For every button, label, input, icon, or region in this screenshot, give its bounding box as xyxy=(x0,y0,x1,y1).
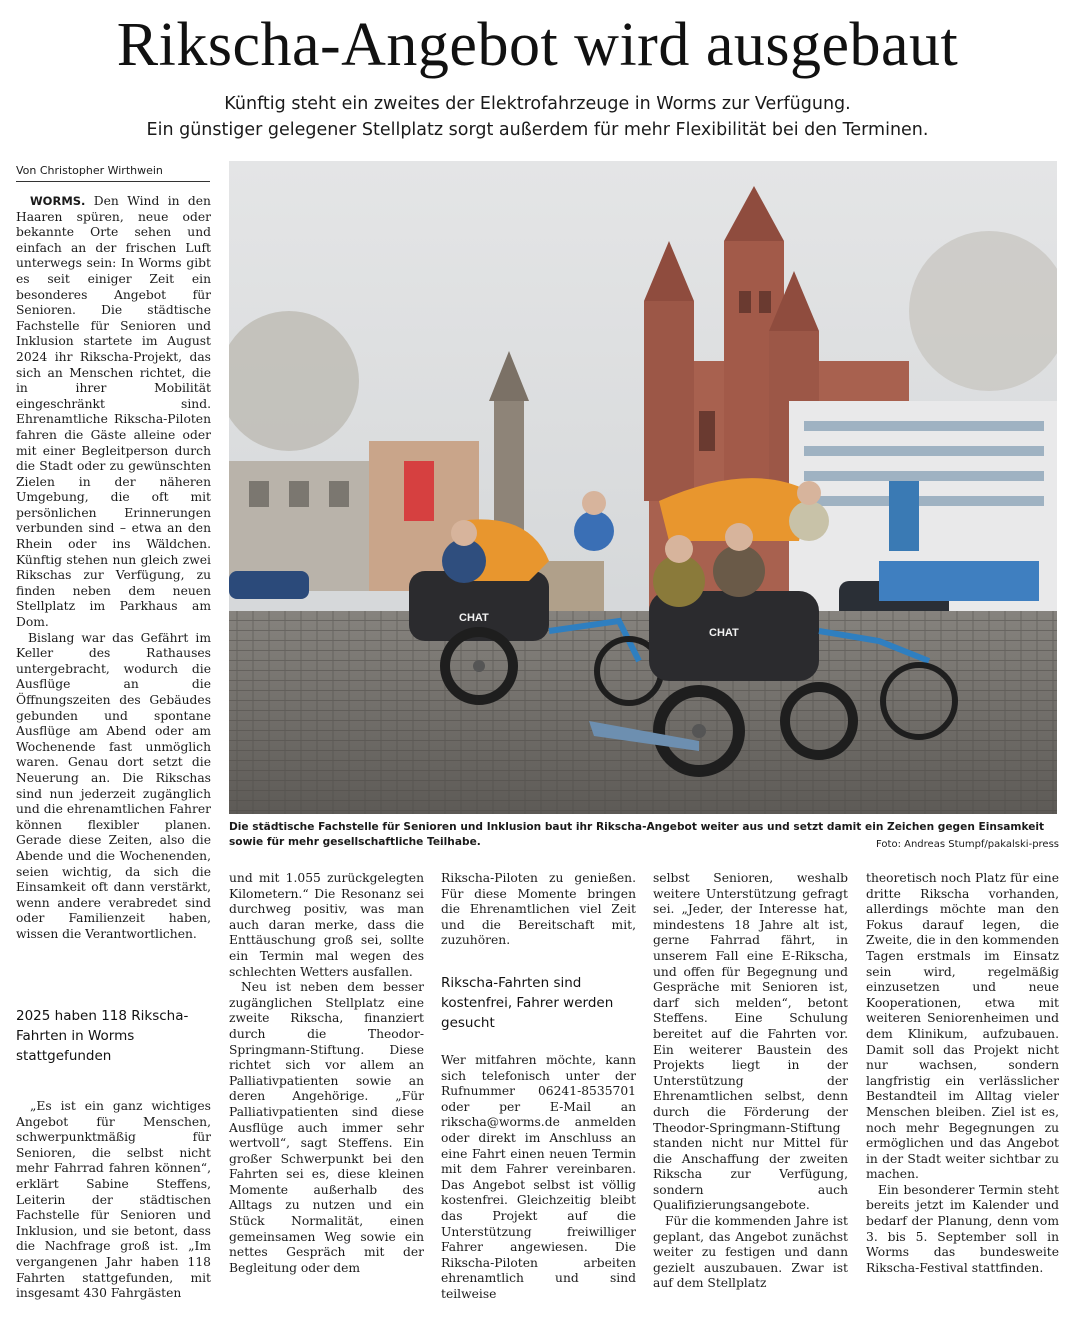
paragraph: „Es ist ein ganz wichtiges Angebot für Menschen, schwerpunktmäßig für Senioren, die selbst nicht mehr Fahrrad fahren können“, erklärt Sabine Steffens, Leiterin der städtischen Fachstelle für Senioren und Inklusion, und sie betont, dass die Nachfrage groß ist. „Im vergangenen Jahr haben 118 Fahrten stattgefunden, mit insgesamt 430 Fahrgästen xyxy=(16,1099,211,1301)
subheading-1: 2025 haben 118 Rikscha-Fahrten in Worms stattgefunden xyxy=(16,1008,189,1064)
column-3 xyxy=(441,871,636,949)
column-1 xyxy=(16,194,211,943)
photo-caption: Die städtische Fachstelle für Senioren und Inklusion baut ihr Rikscha-Angebot weiter aus und setzt damit ein Zeichen gegen Einsamkeit sowie für mehr gesellschaftliche Teilhabe. xyxy=(229,821,1045,848)
column-2 xyxy=(229,871,424,1276)
paragraph: und mit 1.055 zurückgelegten Kilometern.“ Die Resonanz sei durchweg positiv, was man auch daran merke, dass die Enttäuschung groß sei, sollte ein Termin mal wegen des schlechten Wetters ausfallen. xyxy=(229,871,424,979)
headline: Rikscha-Angebot wird ausgebaut xyxy=(116,11,959,79)
paragraph-intro-text: Den Wind in den Haaren spüren, neue oder bekannte Orte sehen und einfach an der frischen Luft unterwegs sein: In Worms gibt es seit einiger Zeit ein besonderes Angebot für Senioren. Die städtische Fachstelle für Senioren und Inklusion startete im August 2024 ihr Rikscha-Projekt, das sich an Menschen richtet, die in ihrer Mobilität eingeschränkt sind. Ehrenamtliche Rikscha-Piloten fahren die Gäste alleine oder mit einer Begleitperson durch die Stadt oder zu gewünschten Zielen in der näheren Umgebung, die oft mit persönlichen Erinnerungen verbunden sind – etwa an den Rhein oder ins Wäldchen. Künftig stehen nun gleich zwei Rikschas zur Verfügung, zu finden neben dem neuen Stellplatz im Parkhaus am Dom. xyxy=(16,194,211,630)
paragraph-intro xyxy=(16,194,211,631)
subheading-2: Rikscha-Fahrten sind kostenfrei, Fahrer werden gesucht xyxy=(441,975,614,1031)
paragraph: Bislang war das Gefährt im Keller des Rathauses untergebracht, wodurch die Ausflüge an die Öffnungszeiten des Gebäudes gebunden und spontane Ausflüge am Abend oder am Wochenende fast unmöglich waren. Genau dort setzt die Neuerung an. Die Rikschas sind nun jederzeit zugänglich und die ehrenamtlichen Fahrer können flexibler planen. Gerade diese Zeiten, also die Abende und die Wochenenden, seien wichtig, da sich die Einsamkeit oft dann verstärkt, wenn andere verabredet sind oder Familienzeit haben, wissen die Verantwortlichen. xyxy=(16,630,211,941)
paragraph: Für die kommenden Jahre ist geplant, das Angebot zunächst weiter zu festigen und dann gezielt auszubauen. Zwar ist auf dem Stellplatz xyxy=(653,1214,848,1291)
paragraph: Wer mitfahren möchte, kann sich telefonisch unter der Rufnummer 06241-8535701 oder per E-Mail an rikscha@worms.de anmelden oder direkt im Anschluss an eine Fahrt einen neuen Termin mit dem Fahrer vereinbaren. Das Angebot selbst ist völlig kostenfrei. Gleichzeitig bleibt das Projekt auf die Unterstützung freiwilliger Fahrer angewiesen. Die Rikscha-Piloten arbeiten ehrenamtlich und sind teilweise xyxy=(441,1053,636,1301)
photo-credit: Foto: Andreas Stumpf/pakalski-press xyxy=(876,839,1059,850)
paragraph: Neu ist neben dem besser zugänglichen Stellplatz eine zweite Rikscha, finanziert durch die Theodor-Springmann-Stiftung. Diese richtet sich vor allem an Palliativpatienten sowie an deren Angehörige. „Für Palliativpatienten sind diese Ausflüge auch immer sehr wertvoll“, sagt Steffens. Ein großer Schwerpunkt bei den Fahrten sei es, diese kleinen Momente außerhalb des Alltags zu nutzen und ein Stück Normalität, einen gemeinsamen Weg sowie ein nettes Gespräch mit der Begleitung oder dem xyxy=(229,980,424,1275)
subline-1: Künftig steht ein zweites der Elektrofahrzeuge in Worms zur Verfügung. xyxy=(224,94,851,114)
paragraph: theoretisch noch Platz für eine dritte Rikscha vorhanden, allerdings möchte man den Fokus darauf legen, die Zweite, die in den kommenden Tagen erstmals im Einsatz sein wird, regelmäßig einzusetzen und neue Kooperationen, etwa mit weiteren Seniorenheimen und dem Klinikum, aufzubauen. Damit soll das Projekt nicht nur wachsen, sondern langfristig ein verlässlicher Bestandteil im Alltag vieler Menschen bleiben. Ziel ist es, noch mehr Begegnungen zu ermöglichen und das Angebot in der Stadt weiter sichtbar zu machen. xyxy=(866,871,1059,1182)
rikscha-label-1: CHAT xyxy=(459,612,489,624)
paragraph: Ein besonderer Termin steht bereits jetzt im Kalender und bedarf der Planung, denn vom 3. bis 5. September soll in Worms das bundesweite Rikscha-Festival stattfinden. xyxy=(866,1182,1059,1275)
column-4 xyxy=(653,871,848,1292)
column-3-continued xyxy=(441,1053,636,1303)
subline-2: Ein günstiger gelegener Stellplatz sorgt außerdem für mehr Flexibilität bei den Terminen. xyxy=(146,120,929,140)
rikscha-label-2: CHAT xyxy=(709,627,739,639)
paragraph: Rikscha-Piloten zu genießen. Für diese Momente bringen die Ehrenamtlichen viel Zeit und die Bereitschaft mit, zuzuhören. xyxy=(441,871,636,948)
column-5 xyxy=(866,871,1059,1276)
paragraph: selbst Senioren, weshalb weitere Unterstützung gefragt sei. „Jeder, der Interesse hat, mindestens 18 Jahre alt ist, gerne Fahrrad fährt, in unserem Fall eine E-Rikscha, und offen für Begegnung und Gespräche mit Senioren ist, darf sich melden“, betont Steffens. Eine Schulung bereitet auf die Fahrten vor. Ein weiterer Baustein des Projekts liegt in der Unterstützung der Ehrenamtlichen selbst, denn durch die Förderung der Theodor-Springmann-Stiftung standen nicht nur Mittel für die Anschaffung der zweiten Rikscha zur Verfügung, sondern auch Qualifizierungsangebote. xyxy=(653,871,848,1213)
column-1-continued xyxy=(16,1099,211,1302)
byline: Von Christopher Wirthwein xyxy=(16,163,210,182)
article-photo xyxy=(229,161,1057,814)
dateline: WORMS. xyxy=(30,194,86,208)
